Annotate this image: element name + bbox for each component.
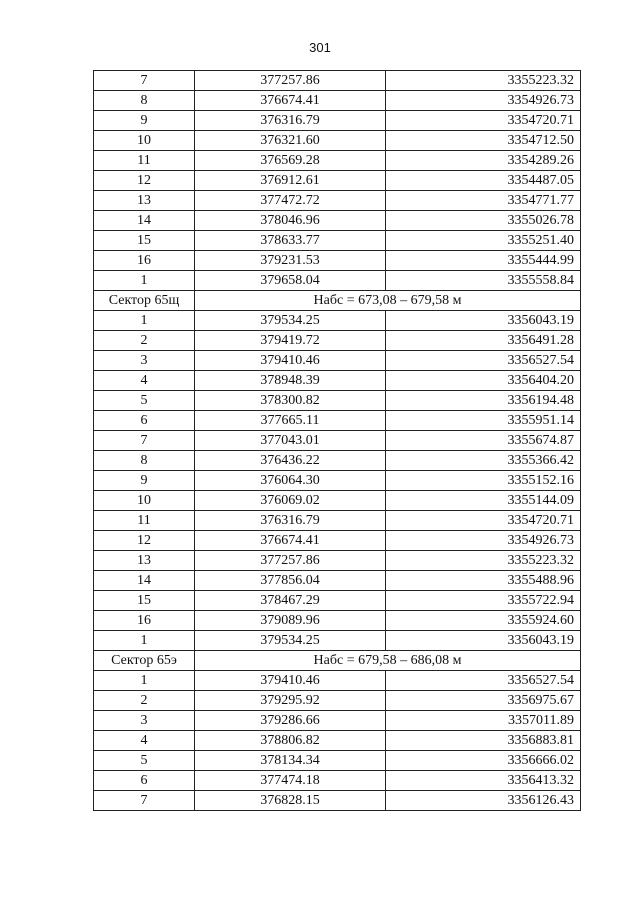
table-row bbox=[94, 71, 581, 91]
point-number-cell: 6 bbox=[94, 411, 195, 431]
point-number-cell: 7 bbox=[94, 71, 195, 91]
x-coordinate-cell: 378134.34 bbox=[195, 751, 386, 771]
y-coordinate-cell: 3355488.96 bbox=[386, 571, 581, 591]
table-row bbox=[94, 751, 581, 771]
table-row bbox=[94, 671, 581, 691]
y-coordinate-cell: 3356527.54 bbox=[386, 671, 581, 691]
point-number-cell: 8 bbox=[94, 91, 195, 111]
point-number-cell: 1 bbox=[94, 671, 195, 691]
table-row bbox=[94, 591, 581, 611]
point-number-cell: 3 bbox=[94, 711, 195, 731]
table-row bbox=[94, 191, 581, 211]
point-number-cell: 15 bbox=[94, 231, 195, 251]
table-row bbox=[94, 431, 581, 451]
y-coordinate-cell: 3355144.09 bbox=[386, 491, 581, 511]
table-row bbox=[94, 611, 581, 631]
x-coordinate-cell: 376064.30 bbox=[195, 471, 386, 491]
table-row bbox=[94, 571, 581, 591]
table-row bbox=[94, 151, 581, 171]
y-coordinate-cell: 3356413.32 bbox=[386, 771, 581, 791]
point-number-cell: 13 bbox=[94, 551, 195, 571]
x-coordinate-cell: 377043.01 bbox=[195, 431, 386, 451]
y-coordinate-cell: 3355444.99 bbox=[386, 251, 581, 271]
x-coordinate-cell: 379410.46 bbox=[195, 671, 386, 691]
y-coordinate-cell: 3356194.48 bbox=[386, 391, 581, 411]
y-coordinate-cell: 3354720.71 bbox=[386, 111, 581, 131]
y-coordinate-cell: 3356527.54 bbox=[386, 351, 581, 371]
point-number-cell: 16 bbox=[94, 251, 195, 271]
x-coordinate-cell: 376316.79 bbox=[195, 111, 386, 131]
x-coordinate-cell: 378948.39 bbox=[195, 371, 386, 391]
x-coordinate-cell: 377474.18 bbox=[195, 771, 386, 791]
point-number-cell: 9 bbox=[94, 111, 195, 131]
y-coordinate-cell: 3355152.16 bbox=[386, 471, 581, 491]
table-row bbox=[94, 131, 581, 151]
x-coordinate-cell: 377665.11 bbox=[195, 411, 386, 431]
point-number-cell: 13 bbox=[94, 191, 195, 211]
x-coordinate-cell: 378300.82 bbox=[195, 391, 386, 411]
sector-elevation-range: Набс = 673,08 – 679,58 м bbox=[195, 291, 581, 311]
point-number-cell: 16 bbox=[94, 611, 195, 631]
table-row bbox=[94, 411, 581, 431]
table-row bbox=[94, 271, 581, 291]
y-coordinate-cell: 3354926.73 bbox=[386, 91, 581, 111]
point-number-cell: 15 bbox=[94, 591, 195, 611]
x-coordinate-cell: 376912.61 bbox=[195, 171, 386, 191]
x-coordinate-cell: 376436.22 bbox=[195, 451, 386, 471]
x-coordinate-cell: 379534.25 bbox=[195, 311, 386, 331]
y-coordinate-cell: 3355722.94 bbox=[386, 591, 581, 611]
y-coordinate-cell: 3354487.05 bbox=[386, 171, 581, 191]
table-row bbox=[94, 371, 581, 391]
y-coordinate-cell: 3355026.78 bbox=[386, 211, 581, 231]
point-number-cell: 2 bbox=[94, 691, 195, 711]
y-coordinate-cell: 3356491.28 bbox=[386, 331, 581, 351]
x-coordinate-cell: 376569.28 bbox=[195, 151, 386, 171]
point-number-cell: 1 bbox=[94, 311, 195, 331]
y-coordinate-cell: 3356126.43 bbox=[386, 791, 581, 811]
x-coordinate-cell: 379534.25 bbox=[195, 631, 386, 651]
x-coordinate-cell: 379295.92 bbox=[195, 691, 386, 711]
x-coordinate-cell: 379286.66 bbox=[195, 711, 386, 731]
sector-elevation-range: Набс = 679,58 – 686,08 м bbox=[195, 651, 581, 671]
y-coordinate-cell: 3356666.02 bbox=[386, 751, 581, 771]
table-row bbox=[94, 731, 581, 751]
y-coordinate-cell: 3357011.89 bbox=[386, 711, 581, 731]
x-coordinate-cell: 377856.04 bbox=[195, 571, 386, 591]
point-number-cell: 10 bbox=[94, 131, 195, 151]
table-row bbox=[94, 111, 581, 131]
x-coordinate-cell: 379658.04 bbox=[195, 271, 386, 291]
y-coordinate-cell: 3355924.60 bbox=[386, 611, 581, 631]
table-row bbox=[94, 231, 581, 251]
y-coordinate-cell: 3356975.67 bbox=[386, 691, 581, 711]
point-number-cell: 7 bbox=[94, 791, 195, 811]
table-row bbox=[94, 251, 581, 271]
table-row bbox=[94, 711, 581, 731]
coordinates-table-body bbox=[94, 71, 581, 811]
point-number-cell: 12 bbox=[94, 531, 195, 551]
table-row bbox=[94, 171, 581, 191]
x-coordinate-cell: 378046.96 bbox=[195, 211, 386, 231]
point-number-cell: 1 bbox=[94, 271, 195, 291]
y-coordinate-cell: 3354712.50 bbox=[386, 131, 581, 151]
point-number-cell: 5 bbox=[94, 391, 195, 411]
point-number-cell: 5 bbox=[94, 751, 195, 771]
x-coordinate-cell: 376828.15 bbox=[195, 791, 386, 811]
point-number-cell: 3 bbox=[94, 351, 195, 371]
point-number-cell: 11 bbox=[94, 151, 195, 171]
y-coordinate-cell: 3354289.26 bbox=[386, 151, 581, 171]
x-coordinate-cell: 378467.29 bbox=[195, 591, 386, 611]
x-coordinate-cell: 379231.53 bbox=[195, 251, 386, 271]
sector-label: Сектор 65э bbox=[94, 651, 195, 671]
page-number: 301 bbox=[309, 40, 331, 55]
table-row bbox=[94, 531, 581, 551]
x-coordinate-cell: 379419.72 bbox=[195, 331, 386, 351]
point-number-cell: 6 bbox=[94, 771, 195, 791]
table-row bbox=[94, 91, 581, 111]
table-row bbox=[94, 311, 581, 331]
table-row bbox=[94, 391, 581, 411]
sector-header-row bbox=[94, 651, 581, 671]
y-coordinate-cell: 3354771.77 bbox=[386, 191, 581, 211]
point-number-cell: 12 bbox=[94, 171, 195, 191]
x-coordinate-cell: 376674.41 bbox=[195, 91, 386, 111]
x-coordinate-cell: 377257.86 bbox=[195, 71, 386, 91]
sector-header-row bbox=[94, 291, 581, 311]
table-row bbox=[94, 791, 581, 811]
table-row bbox=[94, 551, 581, 571]
x-coordinate-cell: 379410.46 bbox=[195, 351, 386, 371]
y-coordinate-cell: 3355251.40 bbox=[386, 231, 581, 251]
y-coordinate-cell: 3355558.84 bbox=[386, 271, 581, 291]
y-coordinate-cell: 3354720.71 bbox=[386, 511, 581, 531]
point-number-cell: 11 bbox=[94, 511, 195, 531]
y-coordinate-cell: 3356043.19 bbox=[386, 631, 581, 651]
table-row bbox=[94, 331, 581, 351]
point-number-cell: 7 bbox=[94, 431, 195, 451]
x-coordinate-cell: 376674.41 bbox=[195, 531, 386, 551]
y-coordinate-cell: 3355951.14 bbox=[386, 411, 581, 431]
table-row bbox=[94, 511, 581, 531]
x-coordinate-cell: 378633.77 bbox=[195, 231, 386, 251]
point-number-cell: 4 bbox=[94, 731, 195, 751]
x-coordinate-cell: 378806.82 bbox=[195, 731, 386, 751]
point-number-cell: 8 bbox=[94, 451, 195, 471]
table-row bbox=[94, 351, 581, 371]
table-row bbox=[94, 451, 581, 471]
coordinates-table bbox=[93, 70, 581, 811]
point-number-cell: 10 bbox=[94, 491, 195, 511]
table-row bbox=[94, 471, 581, 491]
x-coordinate-cell: 376321.60 bbox=[195, 131, 386, 151]
x-coordinate-cell: 376316.79 bbox=[195, 511, 386, 531]
x-coordinate-cell: 379089.96 bbox=[195, 611, 386, 631]
point-number-cell: 1 bbox=[94, 631, 195, 651]
table-row bbox=[94, 631, 581, 651]
y-coordinate-cell: 3356404.20 bbox=[386, 371, 581, 391]
sector-label: Сектор 65щ bbox=[94, 291, 195, 311]
y-coordinate-cell: 3356883.81 bbox=[386, 731, 581, 751]
y-coordinate-cell: 3355674.87 bbox=[386, 431, 581, 451]
y-coordinate-cell: 3356043.19 bbox=[386, 311, 581, 331]
x-coordinate-cell: 377257.86 bbox=[195, 551, 386, 571]
table-row bbox=[94, 491, 581, 511]
point-number-cell: 9 bbox=[94, 471, 195, 491]
x-coordinate-cell: 377472.72 bbox=[195, 191, 386, 211]
table-row bbox=[94, 771, 581, 791]
point-number-cell: 4 bbox=[94, 371, 195, 391]
y-coordinate-cell: 3355223.32 bbox=[386, 71, 581, 91]
y-coordinate-cell: 3355223.32 bbox=[386, 551, 581, 571]
table-row bbox=[94, 211, 581, 231]
point-number-cell: 14 bbox=[94, 211, 195, 231]
x-coordinate-cell: 376069.02 bbox=[195, 491, 386, 511]
point-number-cell: 2 bbox=[94, 331, 195, 351]
point-number-cell: 14 bbox=[94, 571, 195, 591]
y-coordinate-cell: 3354926.73 bbox=[386, 531, 581, 551]
table-row bbox=[94, 691, 581, 711]
y-coordinate-cell: 3355366.42 bbox=[386, 451, 581, 471]
